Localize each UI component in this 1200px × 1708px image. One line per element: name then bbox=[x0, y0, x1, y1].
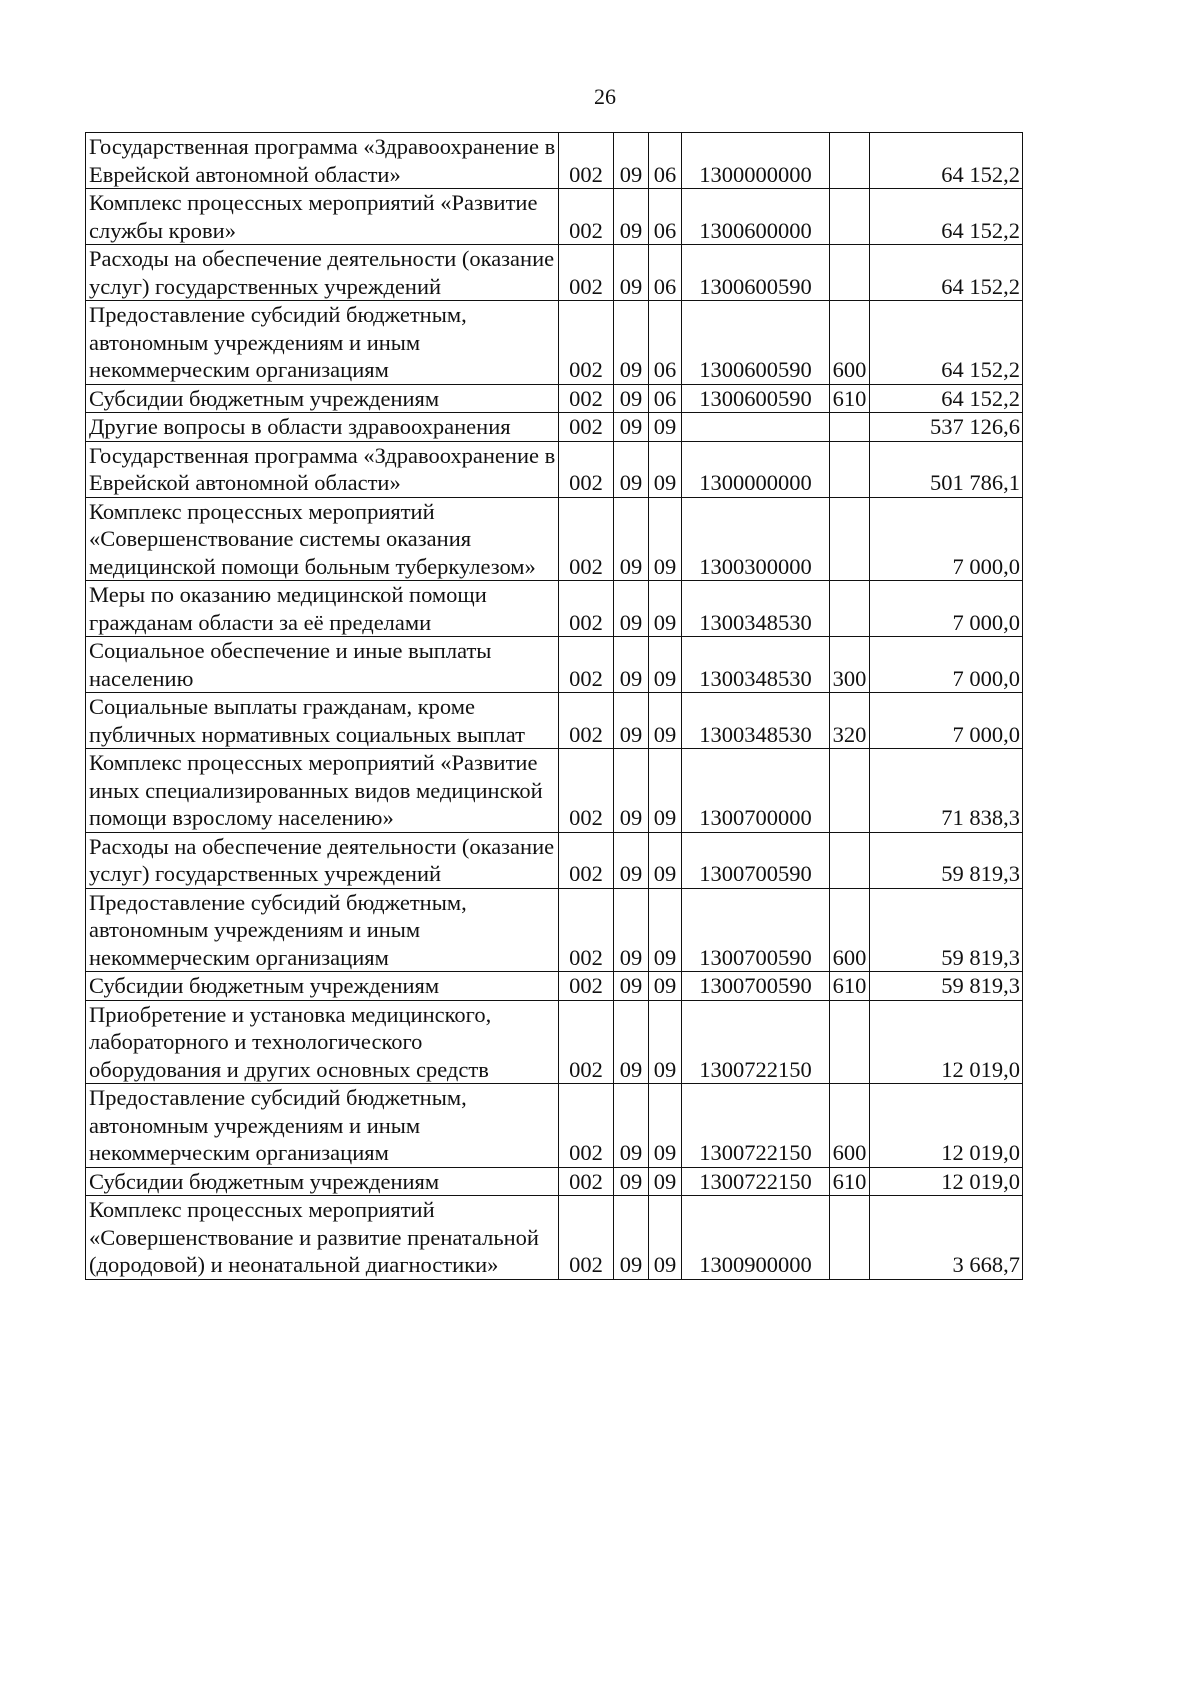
table-row bbox=[86, 1196, 1023, 1280]
amount: 12 019,0 bbox=[870, 1084, 1023, 1168]
expense-type: 300 bbox=[830, 637, 870, 693]
row-name: Комплекс процессных мероприятий «Совершенствование и развитие пренатальной (дородовой) и неонатальной диагностики» bbox=[86, 1196, 559, 1280]
section-code: 09 bbox=[614, 888, 649, 972]
table-row bbox=[86, 1084, 1023, 1168]
subsection-code: 09 bbox=[649, 581, 682, 637]
amount: 59 819,3 bbox=[870, 832, 1023, 888]
target-article: 1300300000 bbox=[682, 497, 830, 581]
ministry-code: 002 bbox=[559, 972, 614, 1001]
section-code: 09 bbox=[614, 637, 649, 693]
section-code: 09 bbox=[614, 497, 649, 581]
table-row bbox=[86, 832, 1023, 888]
table-row bbox=[86, 972, 1023, 1001]
subsection-code: 09 bbox=[649, 1196, 682, 1280]
table-row bbox=[86, 384, 1023, 413]
subsection-code: 06 bbox=[649, 245, 682, 301]
row-name: Социальные выплаты гражданам, кроме публичных нормативных социальных выплат bbox=[86, 693, 559, 749]
subsection-code: 09 bbox=[649, 1084, 682, 1168]
section-code: 09 bbox=[614, 133, 649, 189]
row-name: Расходы на обеспечение деятельности (оказание услуг) государственных учреждений bbox=[86, 245, 559, 301]
expense-type: 610 bbox=[830, 384, 870, 413]
expense-type: 610 bbox=[830, 972, 870, 1001]
target-article bbox=[682, 413, 830, 442]
subsection-code: 06 bbox=[649, 384, 682, 413]
table-row bbox=[86, 637, 1023, 693]
target-article: 1300348530 bbox=[682, 693, 830, 749]
subsection-code: 09 bbox=[649, 749, 682, 833]
target-article: 1300000000 bbox=[682, 133, 830, 189]
expense-type: 610 bbox=[830, 1167, 870, 1196]
page-number: 26 bbox=[594, 84, 616, 109]
table-row bbox=[86, 189, 1023, 245]
expense-type: 600 bbox=[830, 888, 870, 972]
section-code: 09 bbox=[614, 1196, 649, 1280]
amount: 64 152,2 bbox=[870, 189, 1023, 245]
target-article: 1300900000 bbox=[682, 1196, 830, 1280]
expense-type bbox=[830, 832, 870, 888]
amount: 64 152,2 bbox=[870, 301, 1023, 385]
row-name: Государственная программа «Здравоохранение в Еврейской автономной области» bbox=[86, 441, 559, 497]
section-code: 09 bbox=[614, 441, 649, 497]
table-row bbox=[86, 133, 1023, 189]
target-article: 1300000000 bbox=[682, 441, 830, 497]
ministry-code: 002 bbox=[559, 888, 614, 972]
row-name: Комплекс процессных мероприятий «Совершенствование системы оказания медицинской помощи больным туберкулезом» bbox=[86, 497, 559, 581]
target-article: 1300348530 bbox=[682, 581, 830, 637]
subsection-code: 09 bbox=[649, 1000, 682, 1084]
subsection-code: 06 bbox=[649, 133, 682, 189]
target-article: 1300700000 bbox=[682, 749, 830, 833]
expense-type bbox=[830, 441, 870, 497]
subsection-code: 09 bbox=[649, 1167, 682, 1196]
subsection-code: 09 bbox=[649, 413, 682, 442]
amount: 64 152,2 bbox=[870, 133, 1023, 189]
ministry-code: 002 bbox=[559, 693, 614, 749]
section-code: 09 bbox=[614, 189, 649, 245]
expense-type bbox=[830, 497, 870, 581]
ministry-code: 002 bbox=[559, 133, 614, 189]
subsection-code: 09 bbox=[649, 441, 682, 497]
subsection-code: 06 bbox=[649, 301, 682, 385]
budget-table bbox=[85, 132, 1023, 1280]
ministry-code: 002 bbox=[559, 245, 614, 301]
subsection-code: 09 bbox=[649, 693, 682, 749]
target-article: 1300722150 bbox=[682, 1000, 830, 1084]
target-article: 1300700590 bbox=[682, 888, 830, 972]
amount: 12 019,0 bbox=[870, 1167, 1023, 1196]
section-code: 09 bbox=[614, 413, 649, 442]
row-name: Комплекс процессных мероприятий «Развитие службы крови» bbox=[86, 189, 559, 245]
target-article: 1300722150 bbox=[682, 1084, 830, 1168]
table-row bbox=[86, 888, 1023, 972]
amount: 59 819,3 bbox=[870, 972, 1023, 1001]
row-name: Расходы на обеспечение деятельности (оказание услуг) государственных учреждений bbox=[86, 832, 559, 888]
section-code: 09 bbox=[614, 749, 649, 833]
subsection-code: 09 bbox=[649, 637, 682, 693]
ministry-code: 002 bbox=[559, 301, 614, 385]
subsection-code: 09 bbox=[649, 832, 682, 888]
expense-type: 320 bbox=[830, 693, 870, 749]
expense-type bbox=[830, 749, 870, 833]
amount: 12 019,0 bbox=[870, 1000, 1023, 1084]
section-code: 09 bbox=[614, 832, 649, 888]
target-article: 1300600590 bbox=[682, 245, 830, 301]
table-row bbox=[86, 1000, 1023, 1084]
budget-table-body bbox=[86, 133, 1023, 1280]
table-row bbox=[86, 497, 1023, 581]
expense-type: 600 bbox=[830, 1084, 870, 1168]
expense-type bbox=[830, 1000, 870, 1084]
subsection-code: 09 bbox=[649, 888, 682, 972]
amount: 7 000,0 bbox=[870, 637, 1023, 693]
expense-type: 600 bbox=[830, 301, 870, 385]
row-name: Субсидии бюджетным учреждениям bbox=[86, 1167, 559, 1196]
ministry-code: 002 bbox=[559, 441, 614, 497]
target-article: 1300348530 bbox=[682, 637, 830, 693]
ministry-code: 002 bbox=[559, 1000, 614, 1084]
expense-type bbox=[830, 189, 870, 245]
row-name: Предоставление субсидий бюджетным, автономным учреждениям и иным некоммерческим организациям bbox=[86, 888, 559, 972]
ministry-code: 002 bbox=[559, 1196, 614, 1280]
expense-type bbox=[830, 413, 870, 442]
expense-type bbox=[830, 245, 870, 301]
section-code: 09 bbox=[614, 245, 649, 301]
section-code: 09 bbox=[614, 581, 649, 637]
amount: 7 000,0 bbox=[870, 693, 1023, 749]
target-article: 1300700590 bbox=[682, 832, 830, 888]
ministry-code: 002 bbox=[559, 581, 614, 637]
section-code: 09 bbox=[614, 1000, 649, 1084]
target-article: 1300700590 bbox=[682, 972, 830, 1001]
table-row bbox=[86, 1167, 1023, 1196]
row-name: Приобретение и установка медицинского, лабораторного и технологического оборудования и других основных средств bbox=[86, 1000, 559, 1084]
subsection-code: 09 bbox=[649, 497, 682, 581]
section-code: 09 bbox=[614, 384, 649, 413]
target-article: 1300600000 bbox=[682, 189, 830, 245]
subsection-code: 06 bbox=[649, 189, 682, 245]
row-name: Субсидии бюджетным учреждениям bbox=[86, 384, 559, 413]
amount: 71 838,3 bbox=[870, 749, 1023, 833]
table-row bbox=[86, 581, 1023, 637]
row-name: Комплекс процессных мероприятий «Развитие иных специализированных видов медицинской помощи взрослому населению» bbox=[86, 749, 559, 833]
row-name: Меры по оказанию медицинской помощи гражданам области за её пределами bbox=[86, 581, 559, 637]
section-code: 09 bbox=[614, 1084, 649, 1168]
expense-type bbox=[830, 1196, 870, 1280]
ministry-code: 002 bbox=[559, 497, 614, 581]
section-code: 09 bbox=[614, 972, 649, 1001]
subsection-code: 09 bbox=[649, 972, 682, 1001]
ministry-code: 002 bbox=[559, 637, 614, 693]
row-name: Государственная программа «Здравоохранение в Еврейской автономной области» bbox=[86, 133, 559, 189]
section-code: 09 bbox=[614, 693, 649, 749]
ministry-code: 002 bbox=[559, 1084, 614, 1168]
row-name: Субсидии бюджетным учреждениям bbox=[86, 972, 559, 1001]
amount: 537 126,6 bbox=[870, 413, 1023, 442]
table-row bbox=[86, 693, 1023, 749]
table-row bbox=[86, 245, 1023, 301]
row-name: Предоставление субсидий бюджетным, автономным учреждениям и иным некоммерческим организациям bbox=[86, 301, 559, 385]
amount: 7 000,0 bbox=[870, 497, 1023, 581]
row-name: Другие вопросы в области здравоохранения bbox=[86, 413, 559, 442]
ministry-code: 002 bbox=[559, 832, 614, 888]
amount: 501 786,1 bbox=[870, 441, 1023, 497]
target-article: 1300600590 bbox=[682, 384, 830, 413]
row-name: Социальное обеспечение и иные выплаты населению bbox=[86, 637, 559, 693]
ministry-code: 002 bbox=[559, 749, 614, 833]
amount: 7 000,0 bbox=[870, 581, 1023, 637]
target-article: 1300600590 bbox=[682, 301, 830, 385]
expense-type bbox=[830, 581, 870, 637]
ministry-code: 002 bbox=[559, 413, 614, 442]
amount: 64 152,2 bbox=[870, 245, 1023, 301]
table-row bbox=[86, 441, 1023, 497]
expense-type bbox=[830, 133, 870, 189]
table-row bbox=[86, 749, 1023, 833]
section-code: 09 bbox=[614, 301, 649, 385]
amount: 59 819,3 bbox=[870, 888, 1023, 972]
target-article: 1300722150 bbox=[682, 1167, 830, 1196]
ministry-code: 002 bbox=[559, 189, 614, 245]
amount: 3 668,7 bbox=[870, 1196, 1023, 1280]
amount: 64 152,2 bbox=[870, 384, 1023, 413]
ministry-code: 002 bbox=[559, 384, 614, 413]
table-row bbox=[86, 413, 1023, 442]
table-row bbox=[86, 301, 1023, 385]
section-code: 09 bbox=[614, 1167, 649, 1196]
row-name: Предоставление субсидий бюджетным, автономным учреждениям и иным некоммерческим организациям bbox=[86, 1084, 559, 1168]
ministry-code: 002 bbox=[559, 1167, 614, 1196]
